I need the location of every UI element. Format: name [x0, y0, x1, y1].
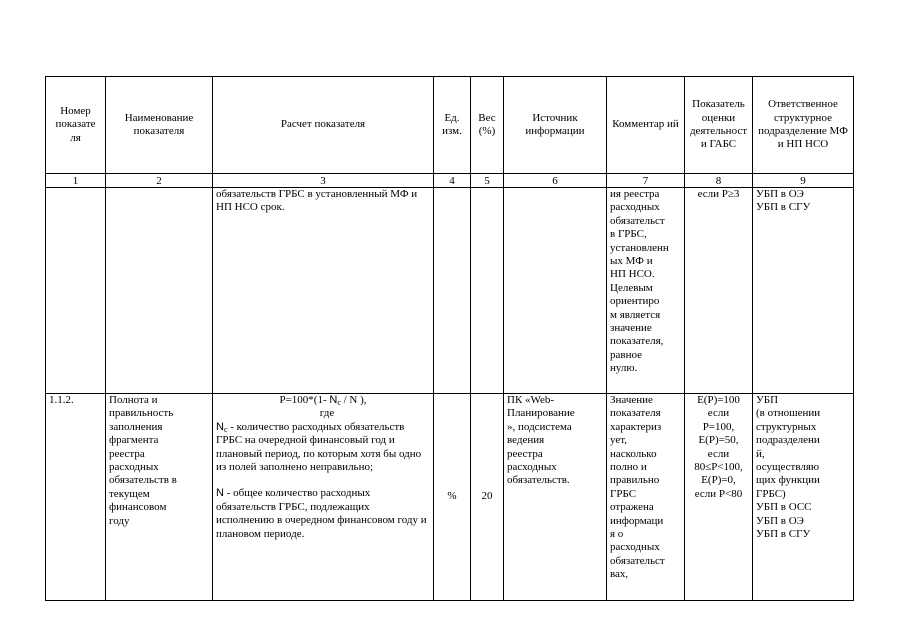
formula-symbol: N	[329, 394, 338, 406]
column-number: 9	[753, 174, 854, 188]
header-cell: Расчет показателя	[213, 77, 434, 174]
column-number: 5	[471, 174, 504, 188]
column-number-row	[46, 174, 854, 188]
source-cell: ПК «Web- Планирование », подсистема ведения реестра расходных обязательств.	[504, 394, 607, 601]
column-number: 7	[607, 174, 685, 188]
formula-main: P=100*(1-	[279, 394, 327, 406]
formula-tail: / N ),	[343, 394, 367, 406]
rating-cell: если Р≥3	[685, 188, 753, 394]
header-cell: Вес (%)	[471, 77, 504, 174]
weight-cell	[471, 188, 504, 394]
definition-symbol: N	[216, 487, 224, 500]
comment-cell: Значение показателя характериз ует, насколько полно и правильно ГРБС отражена информаци я о расходных обязательст вах,	[607, 394, 685, 601]
table-row	[46, 188, 854, 394]
header-cell: Номер показате ля	[46, 77, 106, 174]
definition-text: - количество расходных обязательств ГРБС на очередной финансовый год и плановый период, по которым хотя бы одно из полей заполнено неправильно;	[216, 420, 422, 474]
column-number: 8	[685, 174, 753, 188]
column-number: 3	[213, 174, 434, 188]
calculation-cell: обязательств ГРБС в установленный МФ и НП НСО срок.	[213, 188, 434, 394]
header-cell: Наименование показателя	[106, 77, 213, 174]
calculation-cell	[213, 394, 434, 601]
unit-cell: %	[434, 394, 471, 601]
definition-text: - общее количество расходных обязательств ГРБС, подлежащих исполнению в очередном финансовом году и плановом периоде.	[216, 487, 427, 540]
header-cell: Комментар ий	[607, 77, 685, 174]
name-cell: Полнота и правильность заполнения фрагмента реестра расходных обязательств в текущем финансовом году	[106, 394, 213, 601]
comment-cell: ия реестра расходных обязательст в ГРБС, установленн ых МФ и НП НСО. Целевым ориентиро м является значение показателя, равное нулю.	[607, 188, 685, 394]
responsible-cell: УБП в ОЭ УБП в СГУ	[753, 188, 854, 394]
responsible-cell: УБП (в отношении структурных подразделени й, осуществляю щих функции ГРБС) УБП в ОСС УБП в ОЭ УБП в СГУ	[753, 394, 854, 601]
definition-symbol: N	[216, 420, 224, 433]
column-number: 6	[504, 174, 607, 188]
source-cell	[504, 188, 607, 394]
weight-cell: 20	[471, 394, 504, 601]
number-cell	[46, 188, 106, 394]
formula-subscript: c	[337, 398, 341, 407]
column-number: 1	[46, 174, 106, 188]
indicator-table	[45, 76, 854, 601]
definition-nc	[216, 421, 430, 475]
definition-subscript: c	[223, 424, 228, 434]
unit-cell	[434, 188, 471, 394]
header-cell: Показатель оценки деятельност и ГАБС	[685, 77, 753, 174]
header-cell: Ед. изм.	[434, 77, 471, 174]
header-cell: Ответственное структурное подразделение МФ и НП НСО	[753, 77, 854, 174]
header-cell: Источник информации	[504, 77, 607, 174]
name-cell	[106, 188, 213, 394]
table-row	[46, 394, 854, 601]
column-number: 4	[434, 174, 471, 188]
rating-cell: E(P)=100 если P=100, E(P)=50, если 80≤P<100, E(P)=0, если P<80	[685, 394, 753, 601]
header-row	[46, 77, 854, 174]
number-cell: 1.1.2.	[46, 394, 106, 601]
definition-n	[216, 487, 430, 541]
formula-where: где	[319, 407, 335, 420]
formula	[216, 394, 430, 407]
column-number: 2	[106, 174, 213, 188]
